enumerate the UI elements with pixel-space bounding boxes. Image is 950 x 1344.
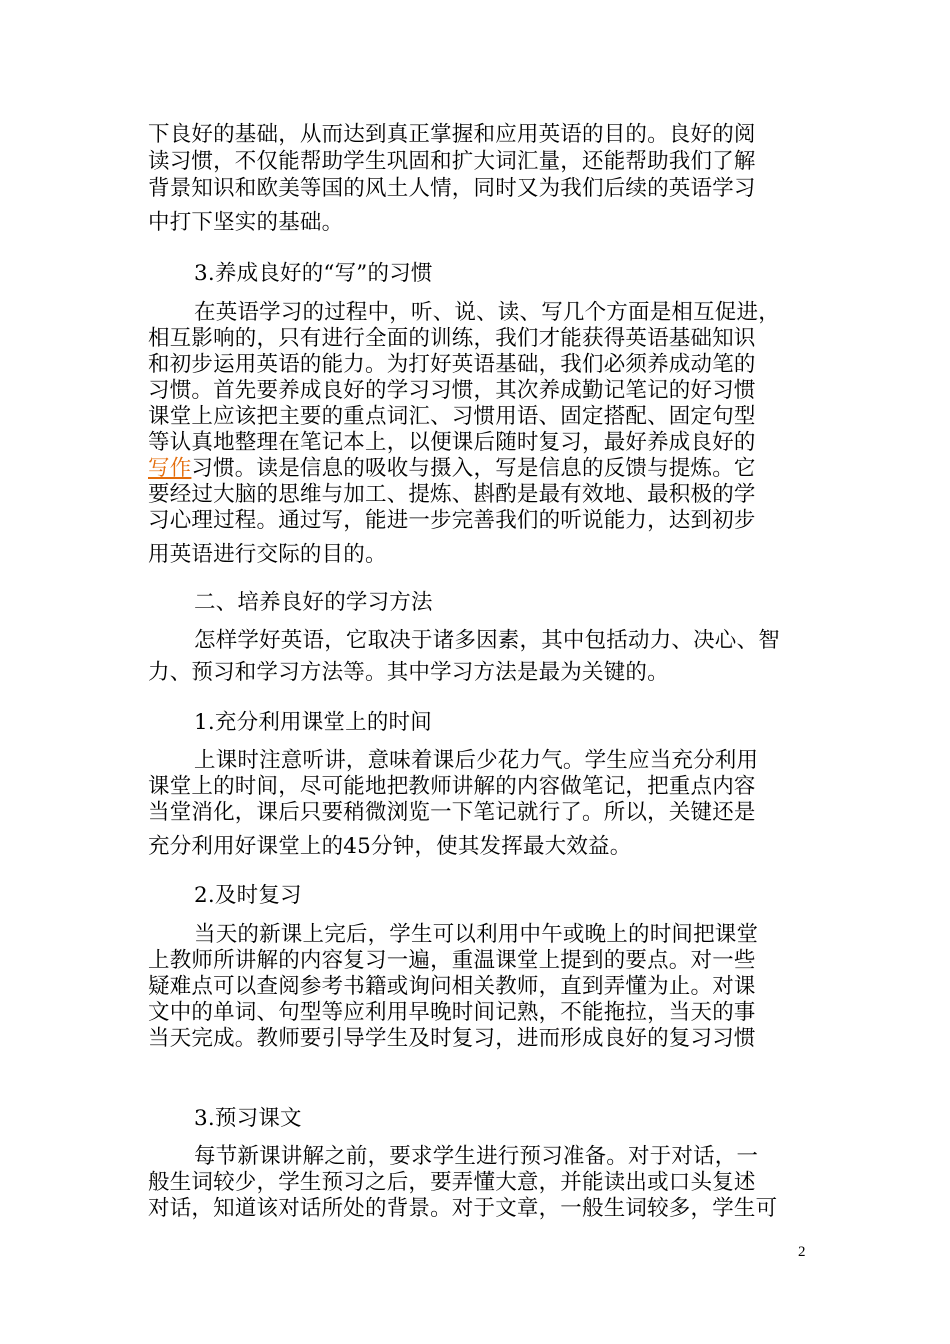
paragraph-line: 充分利用好课堂上的45分钟，使其发挥最大效益。 (148, 834, 632, 859)
paragraph-line: 和初步运用英语的能力。为打好英语基础，我们必须养成动笔的 (148, 352, 756, 377)
paragraph-line: 怎样学好英语，它取决于诸多因素，其中包括动力、决心、智 (194, 628, 780, 653)
paragraph-line: 课堂上应该把主要的重点词汇、习惯用语、固定搭配、固定句型 (148, 404, 756, 429)
section-heading-class-time: 1.充分利用课堂上的时间 (194, 710, 432, 735)
paragraph-line: 力、预习和学习方法等。其中学习方法是最为关键的。 (148, 660, 669, 685)
paragraph-line: 要经过大脑的思维与加工、提炼、斟酌是最有效地、最积极的学 (148, 482, 756, 507)
paragraph-line: 中打下坚实的基础。 (148, 210, 344, 235)
section-heading-methods: 二、培养良好的学习方法 (194, 590, 433, 615)
paragraph-line: 每节新课讲解之前，要求学生进行预习准备。对于对话，一 (194, 1144, 759, 1169)
paragraph-line: 文中的单词、句型等应利用早晚时间记熟，不能拖拉，当天的事 (148, 1000, 756, 1025)
section-heading-preview: 3.预习课文 (194, 1106, 302, 1131)
paragraph-line: 等认真地整理在笔记本上，以便课后随时复习，最好养成良好的 (148, 430, 756, 455)
paragraph-line: 相互影响的，只有进行全面的训练，我们才能获得英语基础知识 (148, 326, 756, 351)
page-number: 2 (798, 1244, 806, 1260)
writing-link[interactable]: 写作 (148, 456, 192, 481)
paragraph-text: 习惯。读是信息的吸收与摄入，写是信息的反馈与提炼。它 (191, 456, 756, 481)
paragraph-line: 般生词较少，学生预习之后，要弄懂大意，并能读出或口头复述 (148, 1170, 756, 1195)
paragraph-line: 当堂消化，课后只要稍微浏览一下笔记就行了。所以，关键还是 (148, 800, 756, 825)
paragraph-line: 当天的新课上完后，学生可以利用中午或晚上的时间把课堂 (194, 922, 759, 947)
paragraph-line: 上教师所讲解的内容复习一遍，重温课堂上提到的要点。对一些 (148, 948, 756, 973)
paragraph-line: 下良好的基础，从而达到真正掌握和应用英语的目的。良好的阅 (148, 122, 756, 147)
paragraph-line: 习惯。首先要养成良好的学习习惯，其次养成勤记笔记的好习惯 (148, 378, 756, 403)
paragraph-line: 背景知识和欧美等国的风土人情，同时又为我们后续的英语学习 (148, 176, 756, 201)
paragraph-line: 当天完成。教师要引导学生及时复习，进而形成良好的复习习惯 (148, 1026, 756, 1051)
paragraph-line: 疑难点可以查阅参考书籍或询问相关教师，直到弄懂为止。对课 (148, 974, 756, 999)
paragraph-line (148, 456, 756, 482)
paragraph-line: 课堂上的时间，尽可能地把教师讲解的内容做笔记，把重点内容 (148, 774, 756, 799)
paragraph-line: 用英语进行交际的目的。 (148, 542, 387, 567)
section-heading-writing: 3.养成良好的“写”的习惯 (194, 261, 433, 286)
paragraph-line: 读习惯，不仅能帮助学生巩固和扩大词汇量，还能帮助我们了解 (148, 149, 756, 174)
paragraph-line: 在英语学习的过程中，听、说、读、写几个方面是相互促进， (194, 300, 780, 325)
paragraph-line: 对话，知道该对话所处的背景。对于文章，一般生词较多，学生可 (148, 1196, 778, 1221)
section-heading-review: 2.及时复习 (194, 883, 302, 908)
paragraph-line: 上课时注意听讲，意味着课后少花力气。学生应当充分利用 (194, 748, 759, 773)
paragraph-line: 习心理过程。通过写，能进一步完善我们的听说能力，达到初步 (148, 508, 756, 533)
